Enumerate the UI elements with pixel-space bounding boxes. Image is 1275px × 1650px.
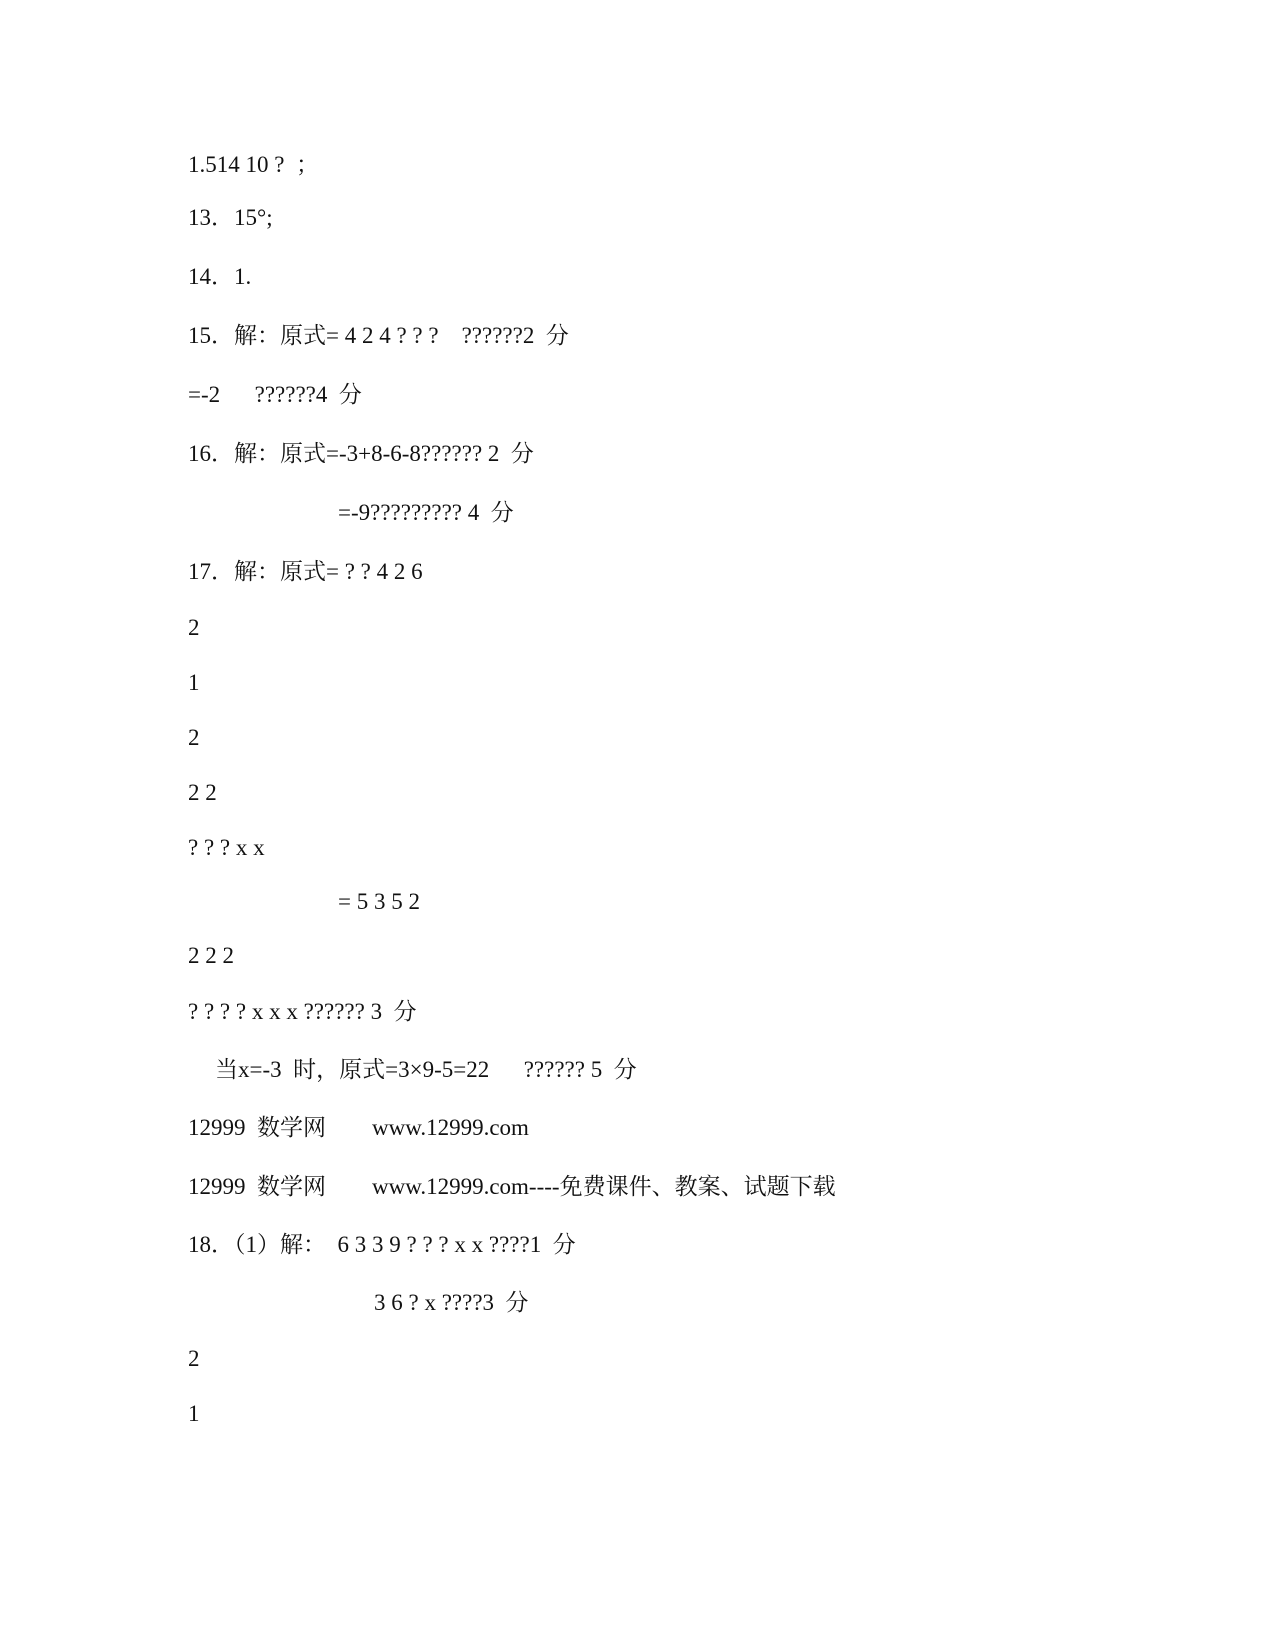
fragment-line: 2 2 2 [188,943,234,968]
fragment-line: 2 2 [188,780,217,805]
answer-line-18: 18．（1）解： 6 3 3 9 ? ? ? x x ????1 分 [188,1232,576,1257]
fragment-line: 1 [188,670,200,695]
watermark-line-download: 12999 数学网 www.12999.com----免费课件、教案、试题下载 [188,1174,836,1199]
answer-line-15-result: =-2 ??????4 分 [188,382,362,407]
answer-line-15: 15．解：原式= 4 2 4 ? ? ? ??????2 分 [188,323,569,348]
answer-line-16-result: =-9????????? 4 分 [338,500,514,525]
answer-line-17-result: 当x=-3 时，原式=3×9-5=22 ?????? 5 分 [215,1057,637,1082]
fragment-line: 2 [188,1346,200,1371]
answer-line-17-step: = 5 3 5 2 [338,889,420,914]
fragment-line: 2 [188,725,200,750]
watermark-line: 12999 数学网 www.12999.com [188,1115,529,1140]
answer-line-16: 16．解：原式=-3+8-6-8?????? 2 分 [188,441,534,466]
fragment-line: 2 [188,615,200,640]
answer-line-12: 1.514 10 ? ； [188,152,319,177]
answer-line-14: 14．1. [188,264,252,289]
answer-line-17-score: ? ? ? ? x x x ?????? 3 分 [188,999,417,1024]
answer-line-17: 17．解：原式= ? ? 4 2 6 [188,559,423,584]
fragment-line: ? ? ? x x [188,835,265,860]
answer-line-18-step: 3 6 ? x ????3 分 [374,1290,529,1315]
fragment-line: 1 [188,1401,200,1426]
answer-line-13: 13．15°; [188,205,273,230]
